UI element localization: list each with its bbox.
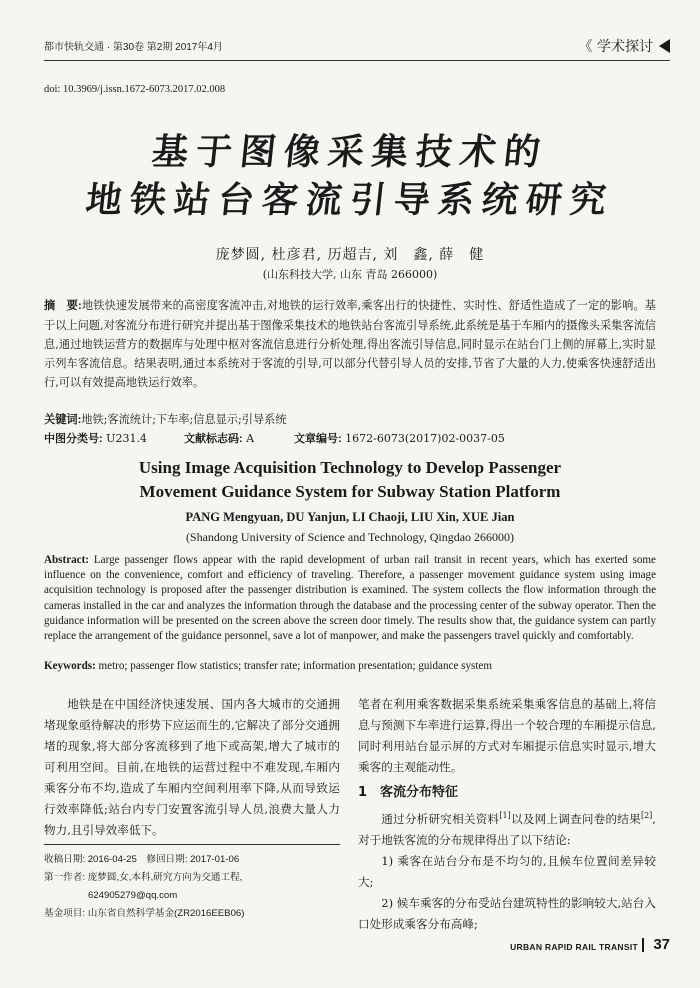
authors-en: PANG Mengyuan, DU Yanjun, LI Chaoji, LIU Xin, XUE Jian bbox=[185, 510, 515, 524]
journal-info: 都市快轨交通 · 第30卷 第2期 2017年4月 bbox=[44, 42, 223, 53]
title-en-line1: Using Image Acquisition Technology to Develop Passenger bbox=[138, 458, 562, 477]
abstract-en-label: Abstract: bbox=[44, 554, 89, 566]
keywords-cn bbox=[44, 410, 656, 430]
document-code: 文献标志码: A bbox=[184, 432, 255, 445]
abstract-cn-text: 地铁快速发展带来的高密度客流冲击,对地铁的运行效率,乘客出行的快捷性、实时性、舒适性造成了一定的影响。基于以上问题,对客流分布进行研究并提出基于图像采集技术的地铁站台客流引导系统,此系统是基于车厢内的摄像头采集客流信息,通过地铁运营方的数据库与处理中枢对客流信息进行分析处理,得出客流引导信息,同时显示在站台门上侧的屏幕上,实时显示列车客流信息。结果表明,通过本系统对于客流的引导,可以部分代替引导人员的安排,节省了大量的人力,使乘客快速舒适出行,可以有效提高地铁运行效率。 bbox=[44, 299, 656, 389]
citation-ref: [1] bbox=[499, 811, 511, 820]
abstract-en bbox=[44, 553, 656, 644]
clc-number: 中图分类号: U231.4 bbox=[44, 432, 147, 445]
affiliation-en: (Shandong University of Science and Technology, Qingdao 266000) bbox=[185, 530, 515, 544]
first-author: 第一作者: 庞梦圆,女,本科,研究方向为交通工程, bbox=[44, 872, 243, 883]
page-number: 37 bbox=[653, 936, 670, 953]
title-cn-line1: 基于图像采集技术的 bbox=[149, 131, 551, 173]
keywords-en bbox=[44, 660, 656, 672]
body-paragraph: 通过分析研究相关资料[1]以及网上调查问卷的结果[2],对于地铁客流的分布规律得出了以下结论: bbox=[358, 811, 656, 847]
body-column-left bbox=[44, 694, 340, 841]
keywords-en-text: metro; passenger flow statistics; transfer rate; information presentation; guidance system bbox=[98, 660, 492, 672]
abstract-cn bbox=[44, 296, 656, 392]
keywords-en-label: Keywords: bbox=[44, 660, 96, 672]
body-column-right bbox=[358, 694, 656, 935]
doi: doi: 10.3969/j.issn.1672-6073.2017.02.008 bbox=[44, 84, 226, 95]
keywords-cn-text: 地铁;客流统计;下车率;信息显示;引导系统 bbox=[81, 413, 287, 426]
section-heading: 1 客流分布特征 bbox=[358, 785, 459, 800]
list-item: 2) 候车乘客的分布受站台建筑特性的影响较大,站台入口处形成乘客分布高峰; bbox=[358, 895, 656, 931]
body-paragraph: 笔者在利用乘客数据采集系统采集乘客信息的基础上,将信息与预测下车率进行运算,得出一个较合理的车厢提示信息,同时利用站台显示屏的方式对车厢提示信息实时显示,增大乘客的主观能动性。 bbox=[358, 697, 656, 774]
title-cn bbox=[0, 128, 700, 224]
footnotes bbox=[44, 851, 344, 923]
title-cn-line2: 地铁站台客流引导系统研究 bbox=[83, 179, 617, 221]
author-email: 624905279@qq.com bbox=[88, 890, 178, 901]
abstract-en-text: Large passenger flows appear with the rapid development of urban rail transit in recent years, which has exerted some influence on the convenience, comfort and efficiency of traveling. Therefore, a passenger movement guidance system using image acquisition technology is proposed after the passenger distribution is examined. The system collects the flow information through the cameras installed in the car and analyzes the information through the database and the processing center of the subway operator. Then the guidance information will be presented on the screen above the screen door timely. The results show that, the guidance system can partly replace the arrangement of the guidance personnel, save a lot of manpower, and make the passengers travel quickly and comfortably. bbox=[44, 554, 656, 643]
triangle-left-icon bbox=[659, 39, 670, 53]
classification-row bbox=[44, 430, 656, 446]
received-date: 收稿日期: 2016-04-25 修回日期: 2017-01-06 bbox=[44, 854, 240, 865]
header-divider bbox=[44, 60, 670, 61]
title-en-line2: Movement Guidance System for Subway Station Platform bbox=[139, 482, 561, 501]
section-label bbox=[579, 36, 670, 56]
citation-ref: [2] bbox=[640, 811, 653, 820]
authors-cn: 庞梦圆, 杜彦君, 历超吉, 刘 鑫, 薛 健 bbox=[215, 247, 485, 263]
section-label-text: 《 学术探讨 bbox=[578, 39, 653, 55]
body-paragraph: 地铁是在中国经济快速发展、国内各大城市的交通拥堵现象亟待解决的形势下应运而生的,它解决了部分交通拥堵的现象,将大部分客流移到了地下或高架,增大了城市的可利用空间。目前,在地铁的运营过程中不难发现,车厢内乘客分布不均,造成了车厢内空间利用率下降,从而导致运行效率降低;站台内专门安置客流引导人员,浪费大量人力物力,且引导效率低下。 bbox=[44, 697, 340, 837]
title-en bbox=[0, 456, 700, 504]
abstract-cn-label: 摘 要: bbox=[44, 300, 82, 312]
article-number: 文章编号: 1672-6073(2017)02-0037-05 bbox=[294, 432, 505, 445]
fund-project: 基金项目: 山东省自然科学基金(ZR2016EEB06) bbox=[44, 908, 245, 919]
footer-journal: URBAN RAPID RAIL TRANSIT bbox=[510, 942, 638, 952]
keywords-cn-label: 关键词: bbox=[44, 414, 82, 426]
footnote-divider bbox=[44, 844, 340, 845]
footer-divider bbox=[642, 938, 644, 952]
affiliation-cn: (山东科技大学, 山东 青岛 266000) bbox=[262, 268, 438, 281]
list-item: 1) 乘客在站台分布是不均匀的,且候车位置间差异较大; bbox=[358, 853, 656, 889]
